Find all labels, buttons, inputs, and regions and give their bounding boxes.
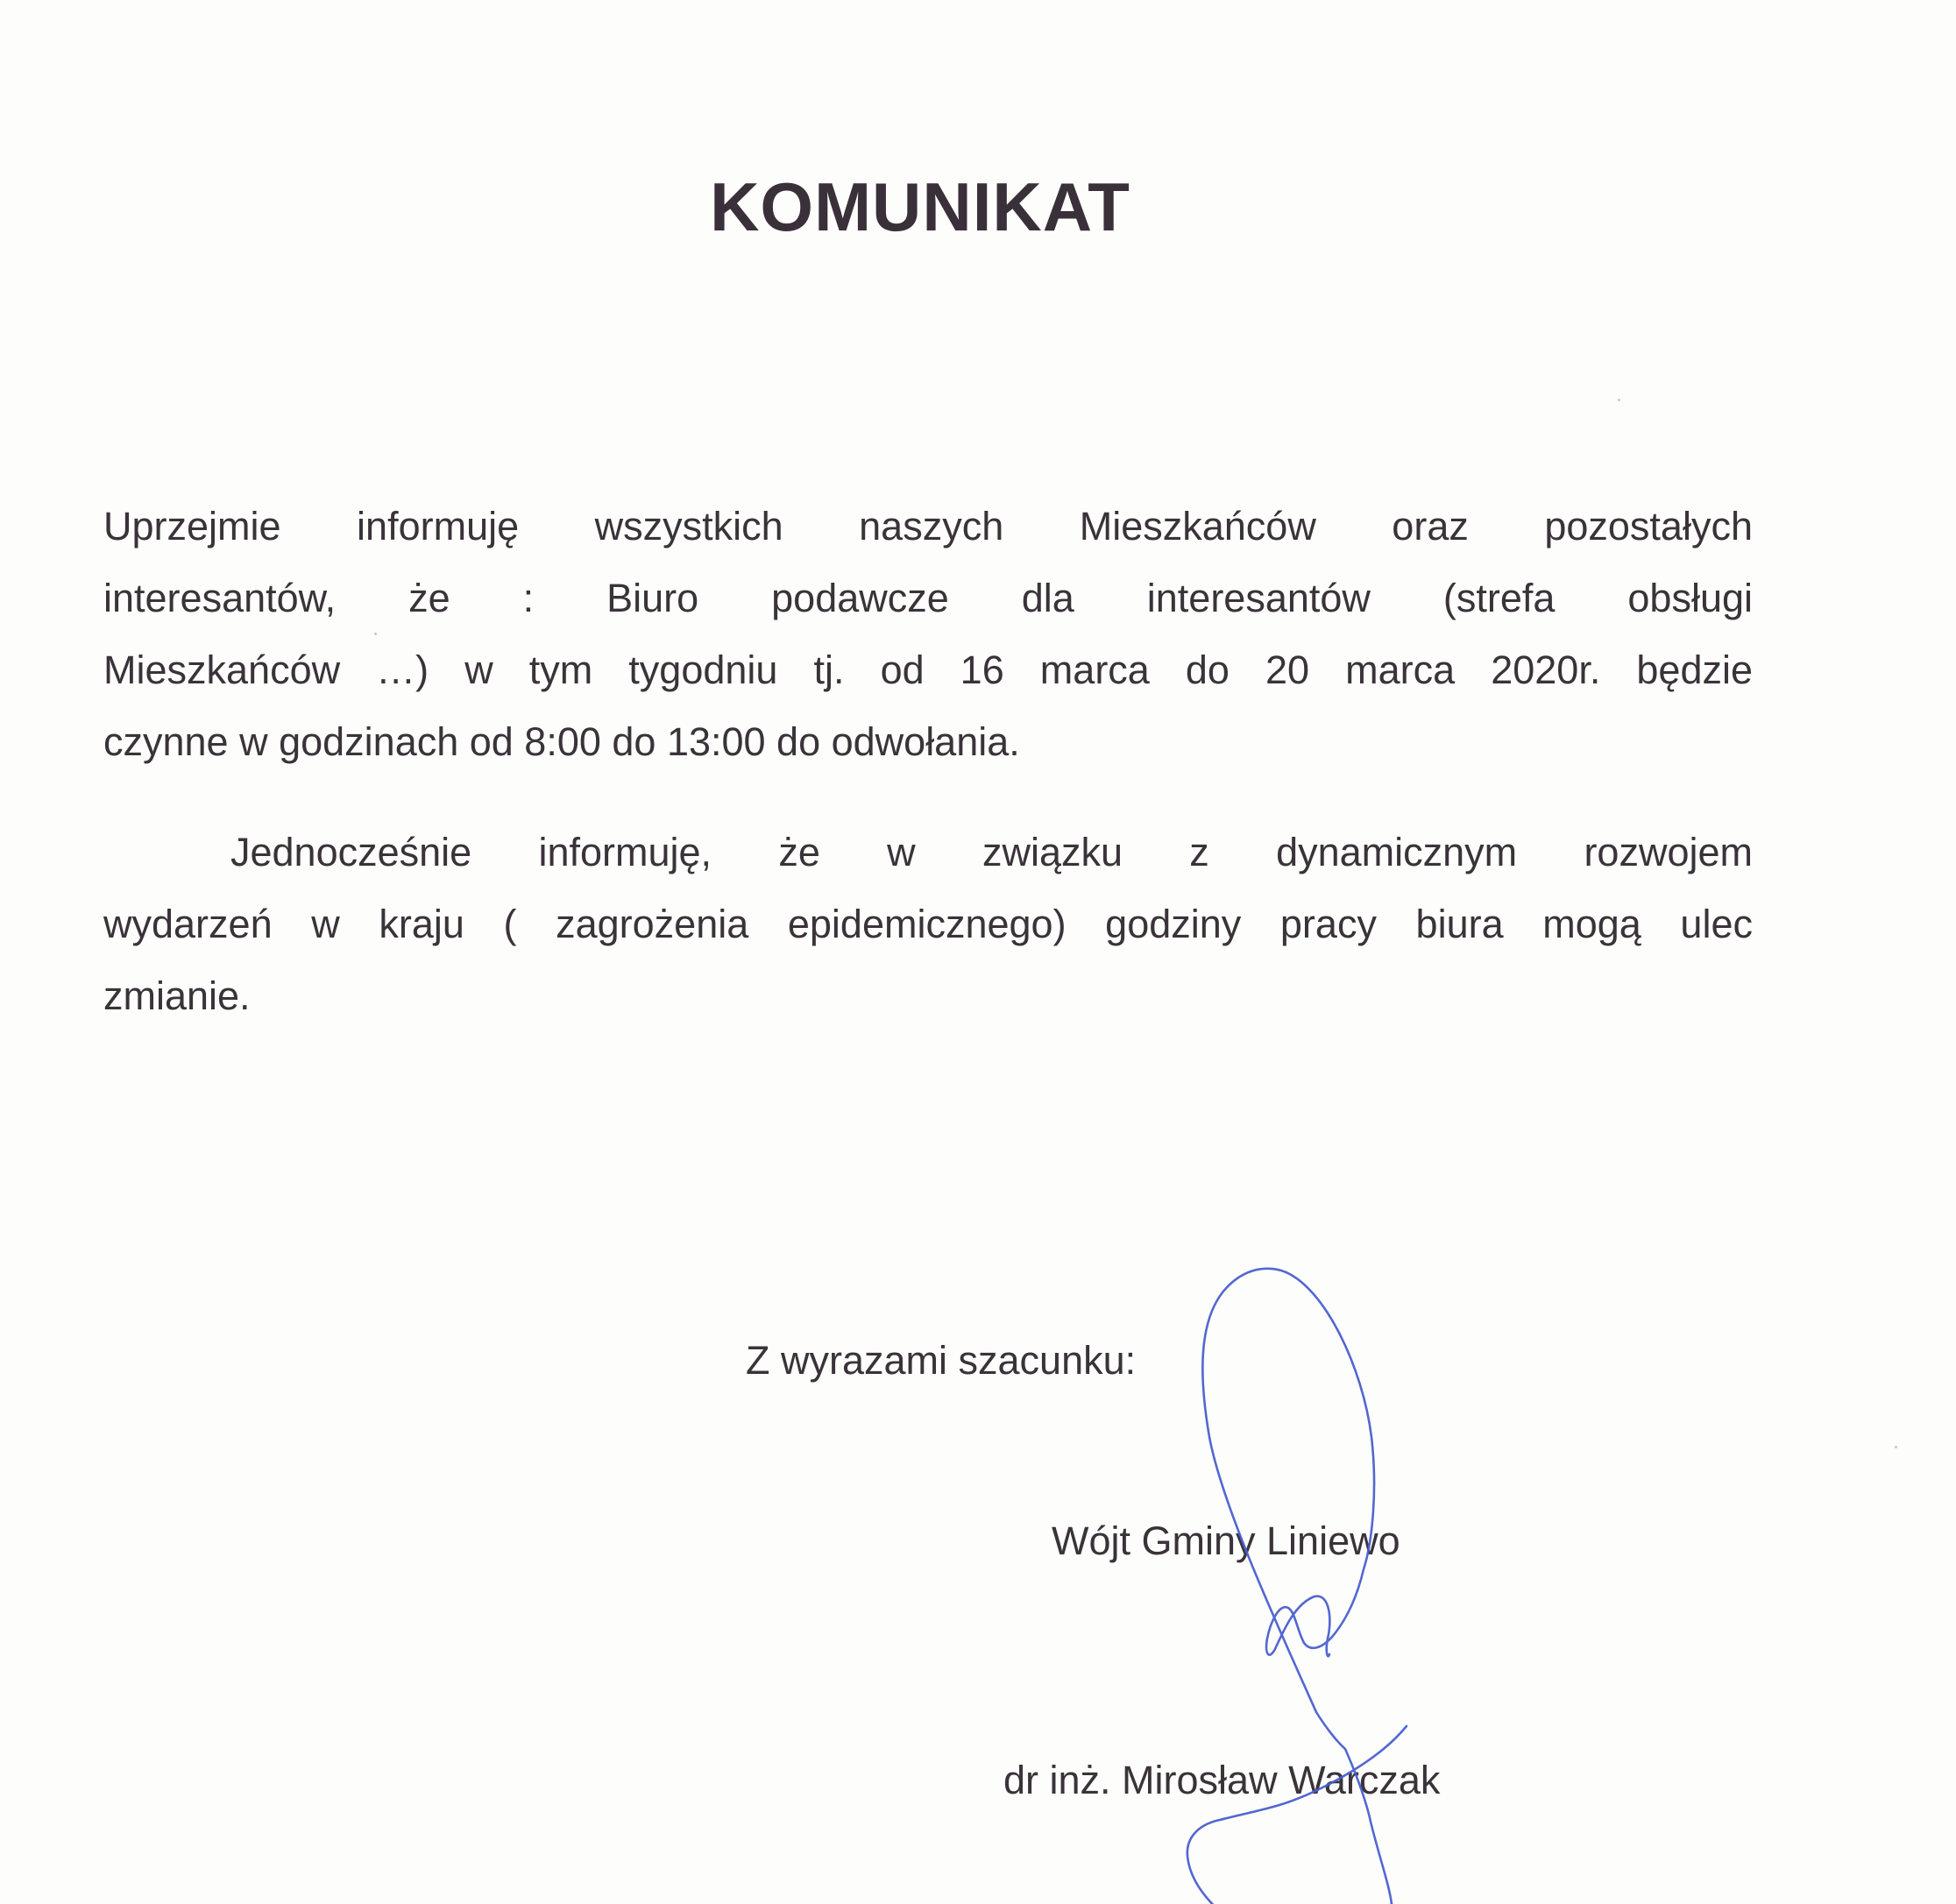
- paragraph-line: wydarzeń w kraju ( zagrożenia epidemicznego) godziny pracy biura mogą ulec: [103, 902, 1753, 946]
- scan-speck: [1895, 1446, 1897, 1448]
- document-title: KOMUNIKAT: [710, 168, 1130, 245]
- closing-salutation: Z wyrazami szacunku:: [746, 1338, 1137, 1383]
- scan-speck: [1618, 399, 1620, 401]
- paragraph-line: czynne w godzinach od 8:00 do 13:00 do odwołania.: [103, 719, 1020, 764]
- paragraph-notice: [103, 817, 1753, 1032]
- paragraph-line: zmianie.: [103, 973, 251, 1018]
- paragraph-line: Uprzejmie informuję wszystkich naszych Mieszkańców oraz pozostałych: [103, 504, 1753, 549]
- paragraph-announcement: [103, 491, 1753, 778]
- signatory-position: Wójt Gminy Liniewo: [1052, 1518, 1400, 1563]
- paragraph-line: Jednocześnie informuję, że w związku z dynamicznym rozwojem: [230, 830, 1753, 874]
- paragraph-line: interesantów, że : Biuro podawcze dla interesantów (strefa obsługi: [103, 576, 1753, 620]
- scan-speck: [374, 633, 377, 635]
- paragraph-line: Mieszkańców …) w tym tygodniu tj. od 16 marca do 20 marca 2020r. będzie: [103, 648, 1753, 692]
- signatory-name: dr inż. Mirosław Warczak: [1003, 1758, 1441, 1802]
